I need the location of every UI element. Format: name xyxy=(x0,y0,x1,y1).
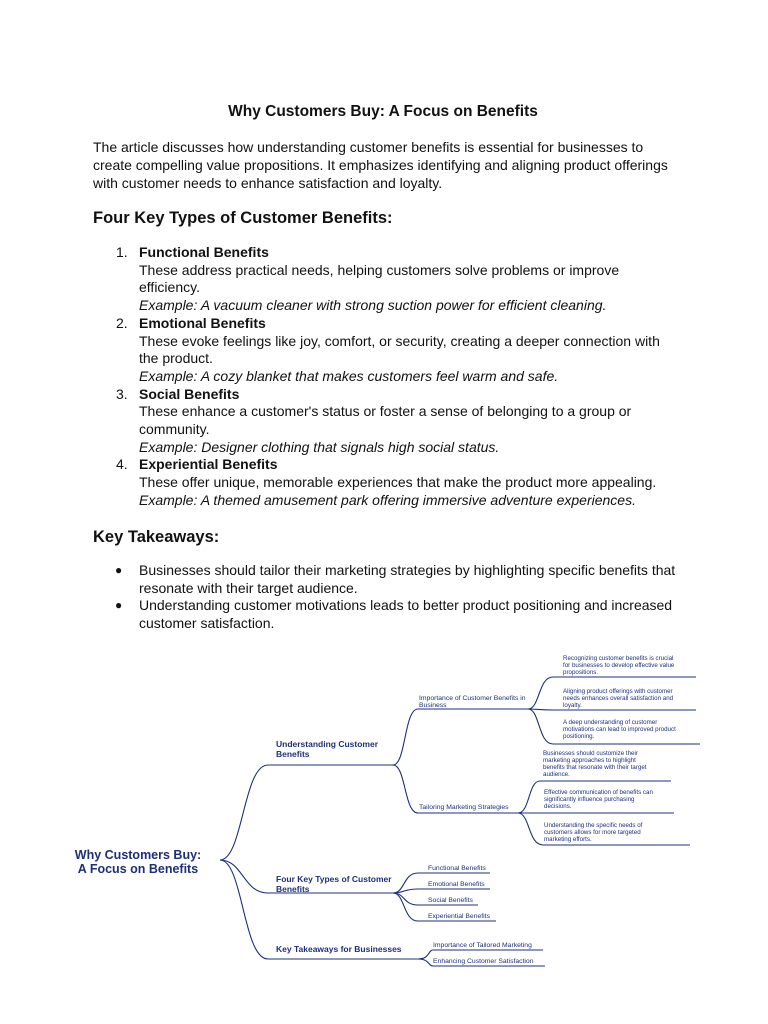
list-item xyxy=(93,244,683,315)
benefit-example: Example: A vacuum cleaner with strong suction power for efficient cleaning. xyxy=(139,297,607,314)
benefit-description: These evoke feelings like joy, comfort, or security, creating a deeper connection with the product. xyxy=(139,332,660,367)
document-title: Why Customers Buy: A Focus on Benefits xyxy=(228,103,538,120)
mind-map-root: A Focus on Benefits xyxy=(77,862,199,876)
types-heading: Four Key Types of Customer Benefits: xyxy=(93,209,393,227)
mind-map-leaf: decisions. xyxy=(544,803,572,810)
mind-map-branch: Key Takeaways for Businesses xyxy=(276,944,402,954)
benefit-name: Experiential Benefits xyxy=(139,456,278,473)
benefit-name: Emotional Benefits xyxy=(139,314,266,331)
mind-map-leaf: Effective communication of benefits can xyxy=(544,789,653,796)
mind-map-leaf: A deep understanding of customer xyxy=(563,719,658,726)
list-item xyxy=(93,386,683,457)
mind-map-leaf: positioning. xyxy=(563,733,595,740)
mind-map-leaf: audience. xyxy=(543,771,570,778)
list-item xyxy=(93,315,683,386)
list-item xyxy=(93,597,683,632)
mind-map-leaf: for businesses to develop effective value xyxy=(563,662,675,669)
list-item xyxy=(93,562,683,597)
mind-map-leaf: needs enhances overall satisfaction and xyxy=(563,695,674,702)
intro-paragraph: The article discusses how understanding customer benefits is essential for businesses to create compelling value propositions. It emphasizes identifying and aligning product offerings with customer needs to enhance satisfaction and loyalty. xyxy=(93,139,668,191)
list-number: 4. xyxy=(116,456,128,473)
mind-map-branch: Benefits xyxy=(276,749,310,759)
mind-map-branch: Four Key Types of Customer xyxy=(276,874,392,884)
takeaways-heading: Key Takeaways: xyxy=(93,528,220,546)
mind-map-leaf: Aligning product offerings with customer xyxy=(563,688,673,695)
list-number: 1. xyxy=(116,244,128,260)
takeaways-list xyxy=(93,562,683,633)
mind-map-leaf: loyalty. xyxy=(563,702,582,709)
connector xyxy=(393,889,490,893)
list-number: 2. xyxy=(116,314,128,331)
takeaway-text: Understanding customer motivations leads to better product positioning and increased customer satisfaction. xyxy=(139,597,673,632)
mind-map-leaf: Understanding the specific needs of xyxy=(544,822,643,829)
mind-map-subtopic: Business xyxy=(419,702,447,709)
mind-map-leaf: marketing efforts. xyxy=(544,836,592,843)
mind-map-leaf: Functional Benefits xyxy=(428,865,486,872)
benefit-description: These address practical needs, helping customers solve problems or improve efficiency. xyxy=(139,261,620,296)
bullet-icon: ● xyxy=(115,563,123,577)
mind-map-leaf: Emotional Benefits xyxy=(428,881,485,888)
mind-map-leaf: benefits that resonate with their target xyxy=(543,764,647,771)
benefit-description: These enhance a customer's status or foster a sense of belonging to a group or community. xyxy=(139,403,632,438)
mind-map-root: Why Customers Buy: xyxy=(74,848,202,862)
takeaway-text: Businesses should tailor their marketing strategies by highlighting specific benefits that resonate with their target audience. xyxy=(139,562,676,596)
mind-map-svg xyxy=(68,647,708,970)
mind-map-subtopic: Tailoring Marketing Strategies xyxy=(419,804,509,811)
bullet-icon: ● xyxy=(115,598,123,613)
benefit-description: These offer unique, memorable experiences that make the product more appealing. xyxy=(139,474,657,491)
mind-map-leaf: propositions. xyxy=(563,669,599,676)
benefit-name: Functional Benefits xyxy=(139,244,269,260)
mind-map-leaf: Enhancing Customer Satisfaction xyxy=(433,958,534,965)
mind-map-leaf: Importance of Tailored Marketing xyxy=(433,942,532,949)
mind-map-leaf: Social Benefits xyxy=(428,897,473,904)
mind-map-leaf: Businesses should customize their xyxy=(543,750,638,757)
list-item xyxy=(93,456,683,509)
benefit-example: Example: A cozy blanket that makes customers feel warm and safe. xyxy=(139,367,559,384)
connector xyxy=(220,765,393,860)
mind-map-leaf: Experiential Benefits xyxy=(428,913,490,920)
mind-map-leaf: Recognizing customer benefits is crucial xyxy=(563,655,674,662)
mind-map-leaf: marketing approaches to highlight xyxy=(543,757,636,764)
mind-map-subtopic: Importance of Customer Benefits in xyxy=(419,695,526,702)
benefit-example: Example: A themed amusement park offering immersive adventure experiences. xyxy=(139,491,636,508)
connector xyxy=(393,709,528,765)
list-number: 3. xyxy=(116,385,128,402)
mind-map-leaf: motivations can lead to improved product xyxy=(563,726,676,733)
mind-map-leaf: customers allows for more targeted xyxy=(544,829,641,836)
mind-map-leaf: significantly influence purchasing xyxy=(544,796,635,803)
benefit-example: Example: Designer clothing that signals high social status. xyxy=(139,438,500,455)
mind-map-image xyxy=(68,647,708,970)
mind-map-branch: Benefits xyxy=(276,884,310,894)
mind-map-branch: Understanding Customer xyxy=(276,739,379,749)
benefit-name: Social Benefits xyxy=(139,385,240,402)
connector xyxy=(528,709,696,710)
benefit-types-list xyxy=(93,244,683,510)
